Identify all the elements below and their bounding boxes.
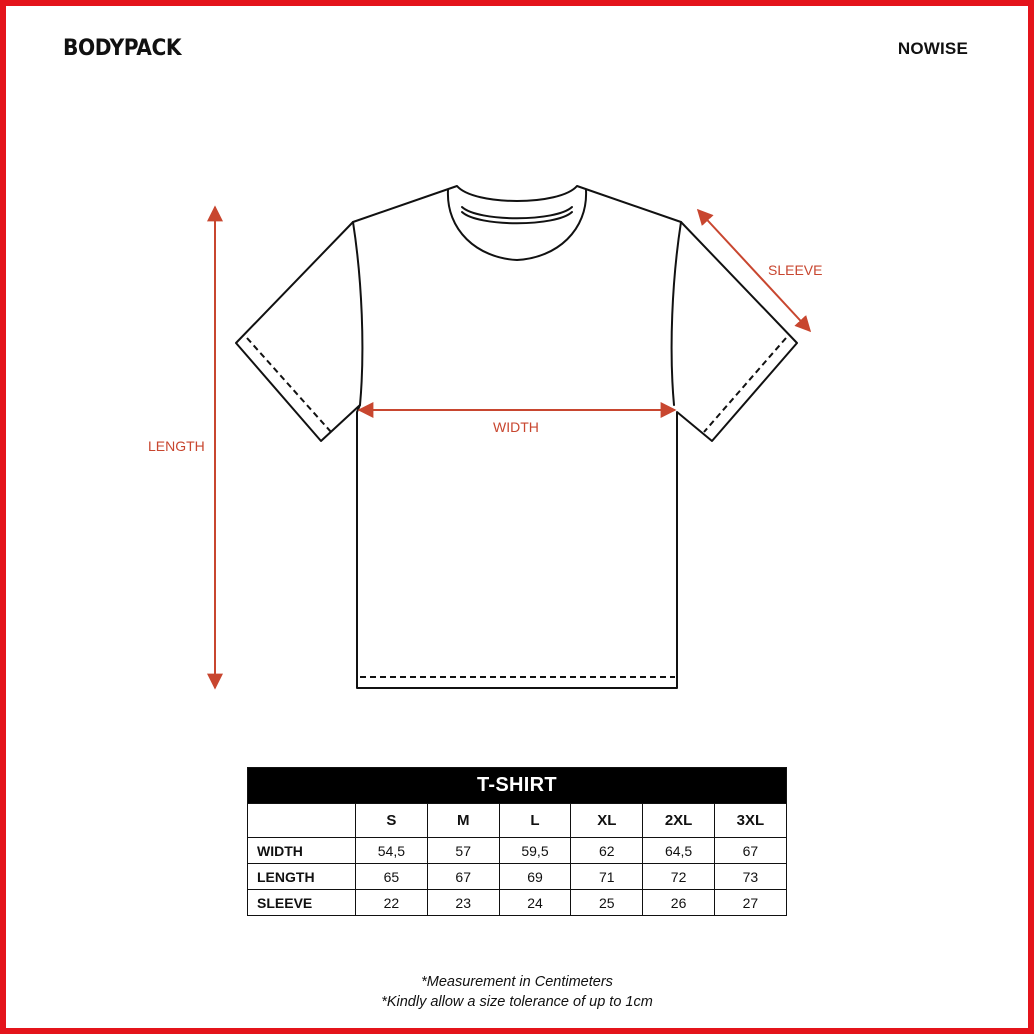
sleeve-label: SLEEVE [768, 262, 823, 278]
table-cell: 73 [714, 864, 786, 890]
table-cell: 54,5 [356, 838, 428, 864]
size-header: XL [571, 804, 643, 838]
size-table [247, 767, 787, 916]
table-row-sleeve [248, 890, 787, 916]
corner-cell [248, 804, 356, 838]
table-cell: 22 [356, 890, 428, 916]
size-header: 2XL [643, 804, 715, 838]
size-header: S [356, 804, 428, 838]
table-cell: 62 [571, 838, 643, 864]
row-label: SLEEVE [248, 890, 356, 916]
table-cell: 23 [427, 890, 499, 916]
table-cell: 64,5 [643, 838, 715, 864]
table-cell: 67 [714, 838, 786, 864]
table-row-length [248, 864, 787, 890]
length-label: LENGTH [148, 438, 205, 454]
hem-stitching [247, 338, 786, 677]
table-cell: 59,5 [499, 838, 571, 864]
brand-logo: BODYPACK [63, 36, 182, 61]
table-cell: 27 [714, 890, 786, 916]
table-cell: 72 [643, 864, 715, 890]
table-row-width [248, 838, 787, 864]
table-cell: 71 [571, 864, 643, 890]
measurement-arrows [215, 207, 810, 688]
footnote-units: *Measurement in Centimeters [421, 974, 613, 990]
table-cell: 25 [571, 890, 643, 916]
table-cell: 26 [643, 890, 715, 916]
table-cell: 65 [356, 864, 428, 890]
row-label: LENGTH [248, 864, 356, 890]
table-cell: 57 [427, 838, 499, 864]
table-cell: 67 [427, 864, 499, 890]
size-header: M [427, 804, 499, 838]
row-label: WIDTH [248, 838, 356, 864]
tshirt-outline [236, 186, 797, 688]
partner-logo: NOWISE [897, 39, 968, 58]
width-label: WIDTH [493, 419, 539, 435]
table-cell: 69 [499, 864, 571, 890]
footnotes [0, 972, 1034, 1012]
footnote-tolerance: *Kindly allow a size tolerance of up to 1cm [381, 994, 653, 1010]
size-header-row [248, 804, 787, 838]
size-header: 3XL [714, 804, 786, 838]
size-header: L [499, 804, 571, 838]
table-cell: 24 [499, 890, 571, 916]
table-title: T-SHIRT [248, 768, 787, 804]
